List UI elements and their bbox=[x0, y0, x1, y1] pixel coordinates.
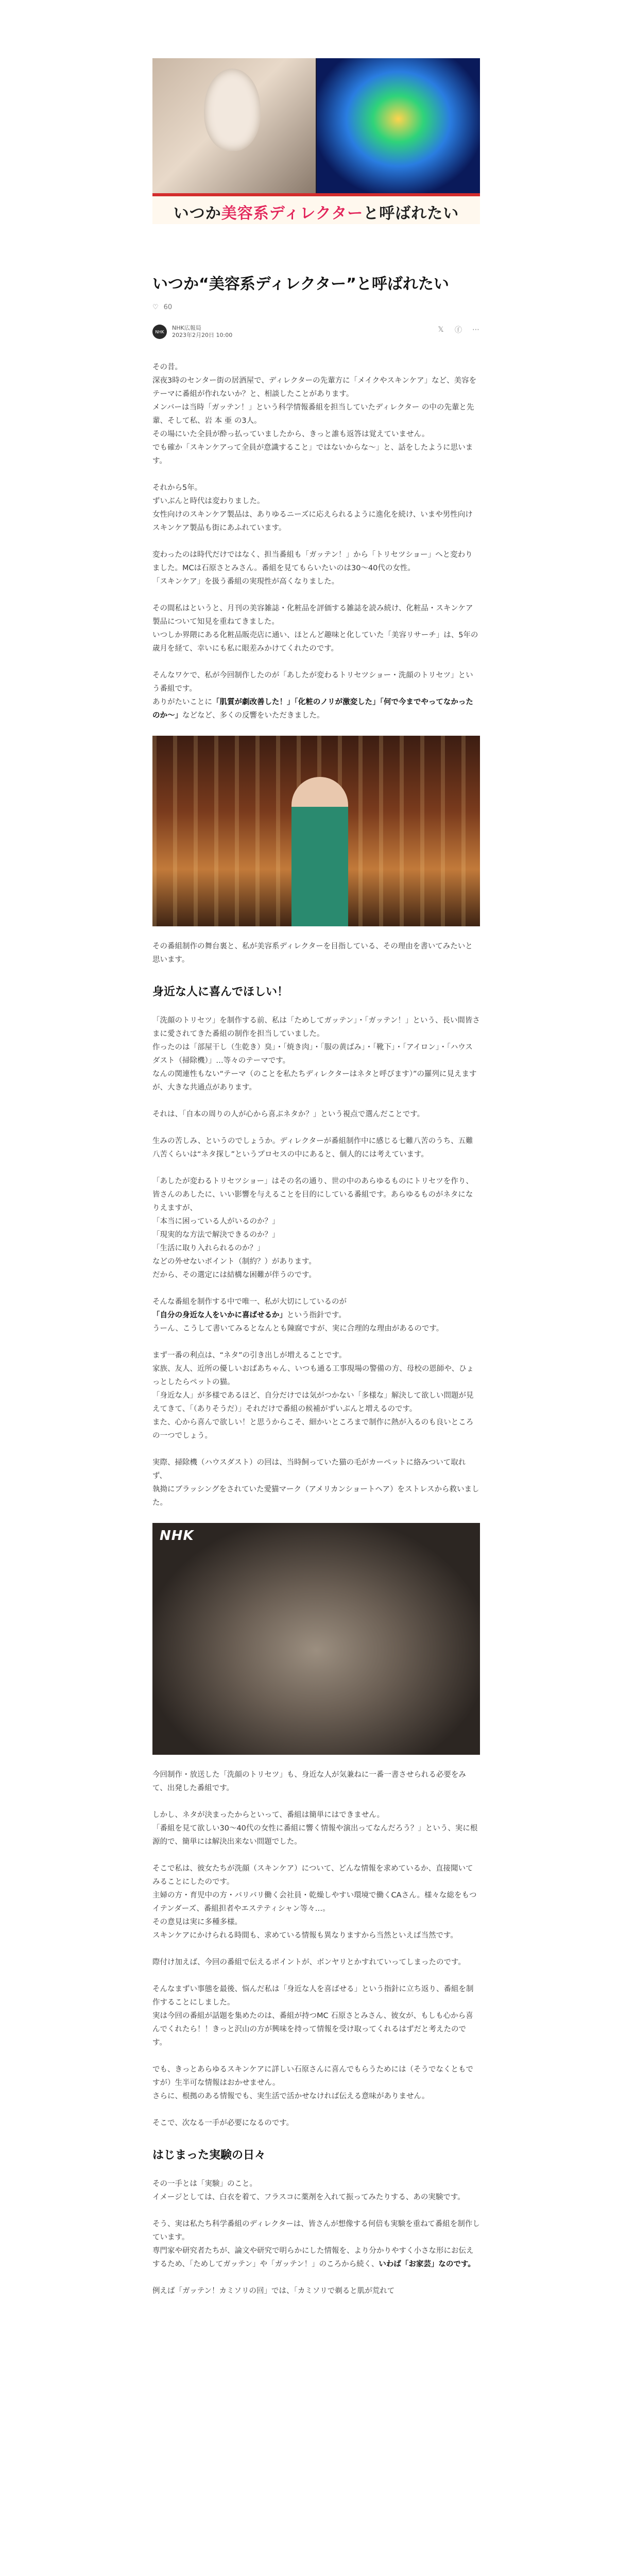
paragraph: そこで、次なる一手が必要になるのです。 bbox=[152, 2119, 294, 2127]
paragraph: その番組制作の舞台裏と、私が美容系ディレクターを目指している、その理由を書いてみたいと思います。 bbox=[152, 942, 473, 964]
like-bar bbox=[152, 302, 480, 312]
x-share-icon[interactable]: 𝕏 bbox=[438, 326, 444, 334]
section-heading: はじまった実験の日々 bbox=[152, 2149, 266, 2162]
nhk-logo: NHK bbox=[160, 1528, 194, 1544]
studio-photo bbox=[152, 736, 480, 926]
paragraph: 「洗顔のトリセツ」を制作する前、私は「ためしてガッテン」・「ガッテン！」という、長い間皆さまに愛されてきた番組の制作を担当していました。 作ったのは「部屋干し（生乾き）臭」・「焼き肉」・「服の黄ばみ」・「靴下」・「アイロン」・「ハウスダスト（掃除機）」…等々のテーマです。 なんの関連性もない“テーマ（のことを私たちディレクターはネタと呼びます）”の羅列に見えますが、大きな共通点があります。 bbox=[152, 1016, 480, 1092]
hero-image bbox=[152, 58, 480, 224]
paragraph: 生みの苦しみ、というのでしょうか。ディレクターが番組制作中に感じる七難八苦のうち、五難八苦くらいは“ネタ探し”というプロセスの中にあると、個人的には考えています。 bbox=[152, 1137, 473, 1159]
share-buttons bbox=[437, 326, 480, 334]
paragraph: その一手とは「実験」のこと。 イメージとしては、白衣を着て、フラスコに薬剤を入れて振ってみたりする、あの実験です。 bbox=[152, 2180, 465, 2201]
hero-caption-prefix: いつか bbox=[173, 205, 221, 223]
author-row bbox=[152, 323, 480, 341]
cat-photo bbox=[152, 1523, 480, 1755]
paragraph: 際付け加えば、今回の番組で伝えるポイントが、ボンヤリとかすれていってしまったのです。 bbox=[152, 1958, 466, 1967]
paragraph: 「あしたが変わるトリセツショー」はその名の通り、世の中のあらゆるものにトリセツを作り、皆さんのあしたに、いい影響を与えることを目的にしている番組です。あらゆるものがネタになりえますが、 「本当に困っている人がいるのか？」 「現実的な方法で解決できるのか？」 「生活に取り入れられるのか？」 などの外せないポイント（制約？）があります。 だから、その選定には結構な困難が伴うのです。 bbox=[152, 1177, 473, 1279]
paragraph: そんなワケで、私が今回制作したのが「あしたが変わるトリセツショー・洗顔のトリセツ」という番組です。 ありがたいことに「肌質が劇改善した！」「化粧のノリが激変した」「何で今までやってなかったのか～」などなど、多くの反響をいただきました。 bbox=[152, 671, 473, 720]
face-mask bbox=[204, 69, 261, 151]
paragraph: そんな番組を制作する中で唯一、私が大切にしているのが「自分の身近な人をいかに喜ばせるか」という指針です。 うーん、こうして書いてみるとなんとも陳腐ですが、実に合理的な理由があるのです。 bbox=[152, 1298, 444, 1333]
article-body bbox=[152, 361, 480, 2311]
paragraph: そう、実は私たち科学番組のディレクターは、皆さんが想像する何倍も実験を重ねて番組を制作しています。 専門家や研究者たちが、論文や研究で明らかにした情報を、より分かりやすく小さな形にお伝えするため、「ためしてガッテン」や「ガッテン！」のころから続く、いわば「お家芸」なのです。 bbox=[152, 2220, 480, 2268]
paragraph: そこで私は、彼女たちが洗顔（スキンケア）について、どんな情報を求めているか、直接聞いてみることにしたのです。 主婦の方・育児中の方・バリバリ働く会社員・乾燥しやすい環境で働くCAさん。様々な総をもつイテンダーズ、番組担者やエステティシャン等々…。 その意見は実に多種多様。 スキンケアにかけられる時間も、求めている情報も異なりますから当然といえば当然です。 bbox=[152, 1865, 477, 1940]
paragraph: そんなまずい事態を最後、悩んだ私は「身近な人を喜ばせる」という指針に立ち返り、番組を制作することにしました。 実は今回の番組が話題を集めたのは、番組が持つMC 石原さとみさん、彼女が、もしも心から喜んでくれたら！！きっと沢山の方が興味を持って情報を受け取ってくれるはずだと考えたのです。 bbox=[152, 1985, 474, 2047]
hero-caption-highlight: 美容系ディレクター bbox=[221, 205, 364, 223]
hero-caption-suffix: と呼ばれたい bbox=[363, 205, 459, 223]
paragraph: その昔。 深夜3時のセンター街の居酒屋で、ディレクターの先輩方に「メイクやスキンケア」など、美容をテーマに番組が作れないか？と、相談したことがあります。 メンバーは当時「ガッテン！」という科学情報番組を担当していたディレクター の中の先輩と先輩、そして私、岩 本 亜 の3人。 その場にいた全員が酔っ払っていましたから、きっと誰も返答は覚えていません。 でも確か「スキンケアって全員が意識すること」ではないからな～」と、話をしたように思います。 bbox=[152, 363, 477, 465]
face-mask-photo bbox=[152, 58, 316, 193]
like-count: 60 bbox=[163, 303, 173, 311]
skin-scan-image bbox=[317, 58, 480, 193]
more-icon[interactable]: ⋯ bbox=[472, 326, 479, 334]
paragraph: 実際、掃除機（ハウスダスト）の回は、当時飼っていた猫の毛がカーペットに絡みついて取れず、 執拗にブラッシングをされていた愛猫マーク（アメリカンショートヘア）をストレスから救いました。 bbox=[152, 1459, 479, 1507]
heart-icon[interactable]: ♡ bbox=[152, 303, 159, 311]
paragraph: 今回制作・放送した「洗顔のトリセツ」も、身近な人が気兼ねに一番一書させられる必要をみて、出発した番組です。 bbox=[152, 1771, 466, 1792]
paragraph: その間私はというと、月刊の美容雑誌・化粧品を評価する雑誌を読み続け、化粧品・スキンケア製品について知見を重ねてきました。 いつしか界隈にある化粧品販売店に通い、ほとんど趣味と化していた「美容リサーチ」は、5年の歳月を経て、幸いにも私に眼差みかけてくれたのです。 bbox=[152, 604, 478, 653]
paragraph: 例えば「ガッテン！カミソリの回」では、「カミソリで剃ると肌が荒れて bbox=[152, 2287, 395, 2295]
paragraph: しかし、ネタが決まったからといって、番組は簡単にはできません。 「番組を見て欲しい30～40代の女性に番組に響く情報や演出ってなんだろう？」という、実に根源的で、簡単には解決出来ない問題でした。 bbox=[152, 1811, 478, 1846]
paragraph: それから5年。 ずいぶんと時代は変わりました。 女性向けのスキンケア製品は、ありゆるニーズに応えられるように進化を続け、いまや男性向けスキンケア製品も街にあふれています。 bbox=[152, 484, 473, 532]
facebook-share-icon[interactable]: ⓕ bbox=[455, 326, 462, 334]
presenter-figure bbox=[291, 777, 348, 926]
avatar[interactable]: NHK bbox=[152, 325, 167, 339]
hero-caption bbox=[152, 193, 480, 224]
paragraph: 変わったのは時代だけではなく、担当番組も「ガッテン！」から「トリセツショー」へと変わりました。MCは石原さとみさん。番組を見てもらいたいのは30～40代の女性。 「スキンケア」を扱う番組の実現性が高くなりました。 bbox=[152, 551, 473, 586]
paragraph: でも、きっとあらゆるスキンケアに詳しい石原さんに喜んでもらうためには（そうでなくともですが）生半可な情報はおかせません。 さらに、根拠のある情報でも、実生活で活かせなければ伝える意味がありません。 bbox=[152, 2065, 474, 2100]
paragraph: それは、「自本の周りの人が心から喜ぶネタか？」という視点で選んだことです。 bbox=[152, 1110, 425, 1118]
article-title: いつか“美容系ディレクター”と呼ばれたい bbox=[152, 275, 449, 293]
author-name[interactable]: NHK広報局 bbox=[172, 325, 201, 331]
paragraph: まず一番の利点は、“ネタ”の引き出しが増えることです。 家族、友人、近所の優しいおばあちゃん、いつも通る工事現場の警備の方、母校の恩師や、ひょっとしたらペットの猫。 「身近な人」が多様であるほど、自分だけでは気がつかない「多様な」解決して欲しい問題が見えてきて、「（ありそうだ）」それだけで番組の候補がずいぶんと増えるのです。 また、心から喜んで欲しい！と思うからこそ、細かいところまで制作に熱が入るのも良いところの一つでしょう。 bbox=[152, 1351, 474, 1440]
section-heading: 身近な人に喜んでほしい！ bbox=[152, 986, 289, 998]
publish-date: 2023年2月20日 10:00 bbox=[172, 332, 233, 338]
